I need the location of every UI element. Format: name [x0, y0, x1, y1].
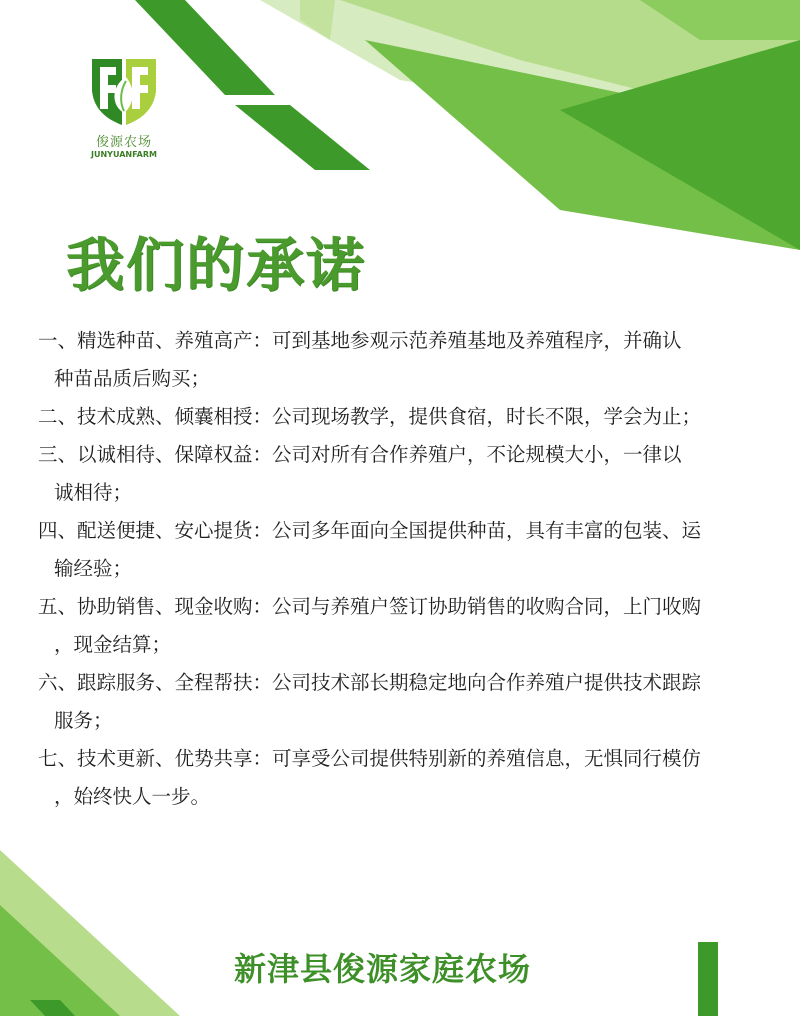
promise-list: [38, 322, 778, 816]
logo-chinese-name: 俊源农场: [95, 135, 152, 150]
promise-item: [38, 512, 778, 588]
promise-line-continued: ，始终快人一步。: [54, 785, 211, 808]
footer-vertical-bar: [698, 942, 718, 1016]
promise-line: 一、精选种苗、养殖高产：可到基地参观示范养殖基地及养殖程序，并确认: [38, 329, 682, 352]
promise-line-continued: 服务；: [54, 709, 113, 732]
promise-item: [38, 588, 778, 664]
promise-line: 三、以诚相待、保障权益：公司对所有合作养殖户，不论规模大小，一律以: [38, 443, 682, 466]
promise-line-continued: 种苗品质后购买；: [54, 367, 211, 390]
promise-line: 五、协助销售、现金收购：公司与养殖户签订协助销售的收购合同，上门收购: [38, 595, 702, 618]
logo-english-name: JUNYUANFARM: [91, 150, 157, 159]
promise-line-continued: 输经验；: [54, 557, 133, 580]
promise-item: [38, 322, 778, 398]
farm-logo: [86, 55, 162, 165]
promise-item: [38, 436, 778, 512]
promise-line: 四、配送便捷、安心提货：公司多年面向全国提供种苗，具有丰富的包装、运: [38, 519, 702, 542]
promise-item: [38, 664, 778, 740]
promise-item: [38, 398, 778, 436]
promise-line: 六、跟踪服务、全程帮扶：公司技术部长期稳定地向合作养殖户提供技术跟踪: [38, 671, 702, 694]
footer-company-name: 新津县俊源家庭农场: [234, 950, 532, 988]
promise-line: 七、技术更新、优势共享：可享受公司提供特别新的养殖信息，无惧同行模仿: [38, 747, 702, 770]
promise-line-continued: 诚相待；: [54, 481, 133, 504]
promise-line: 二、技术成熟、倾囊相授：公司现场教学，提供食宿，时长不限，学会为止；: [38, 405, 702, 428]
diagonal-stripe-2: [235, 105, 370, 170]
shield-leaf-icon: [86, 55, 162, 131]
diagonal-stripe-3: [300, 0, 335, 40]
page-title: 我们的承诺: [66, 231, 367, 299]
promise-line-continued: ，现金结算；: [54, 633, 172, 656]
promise-item: [38, 740, 778, 816]
